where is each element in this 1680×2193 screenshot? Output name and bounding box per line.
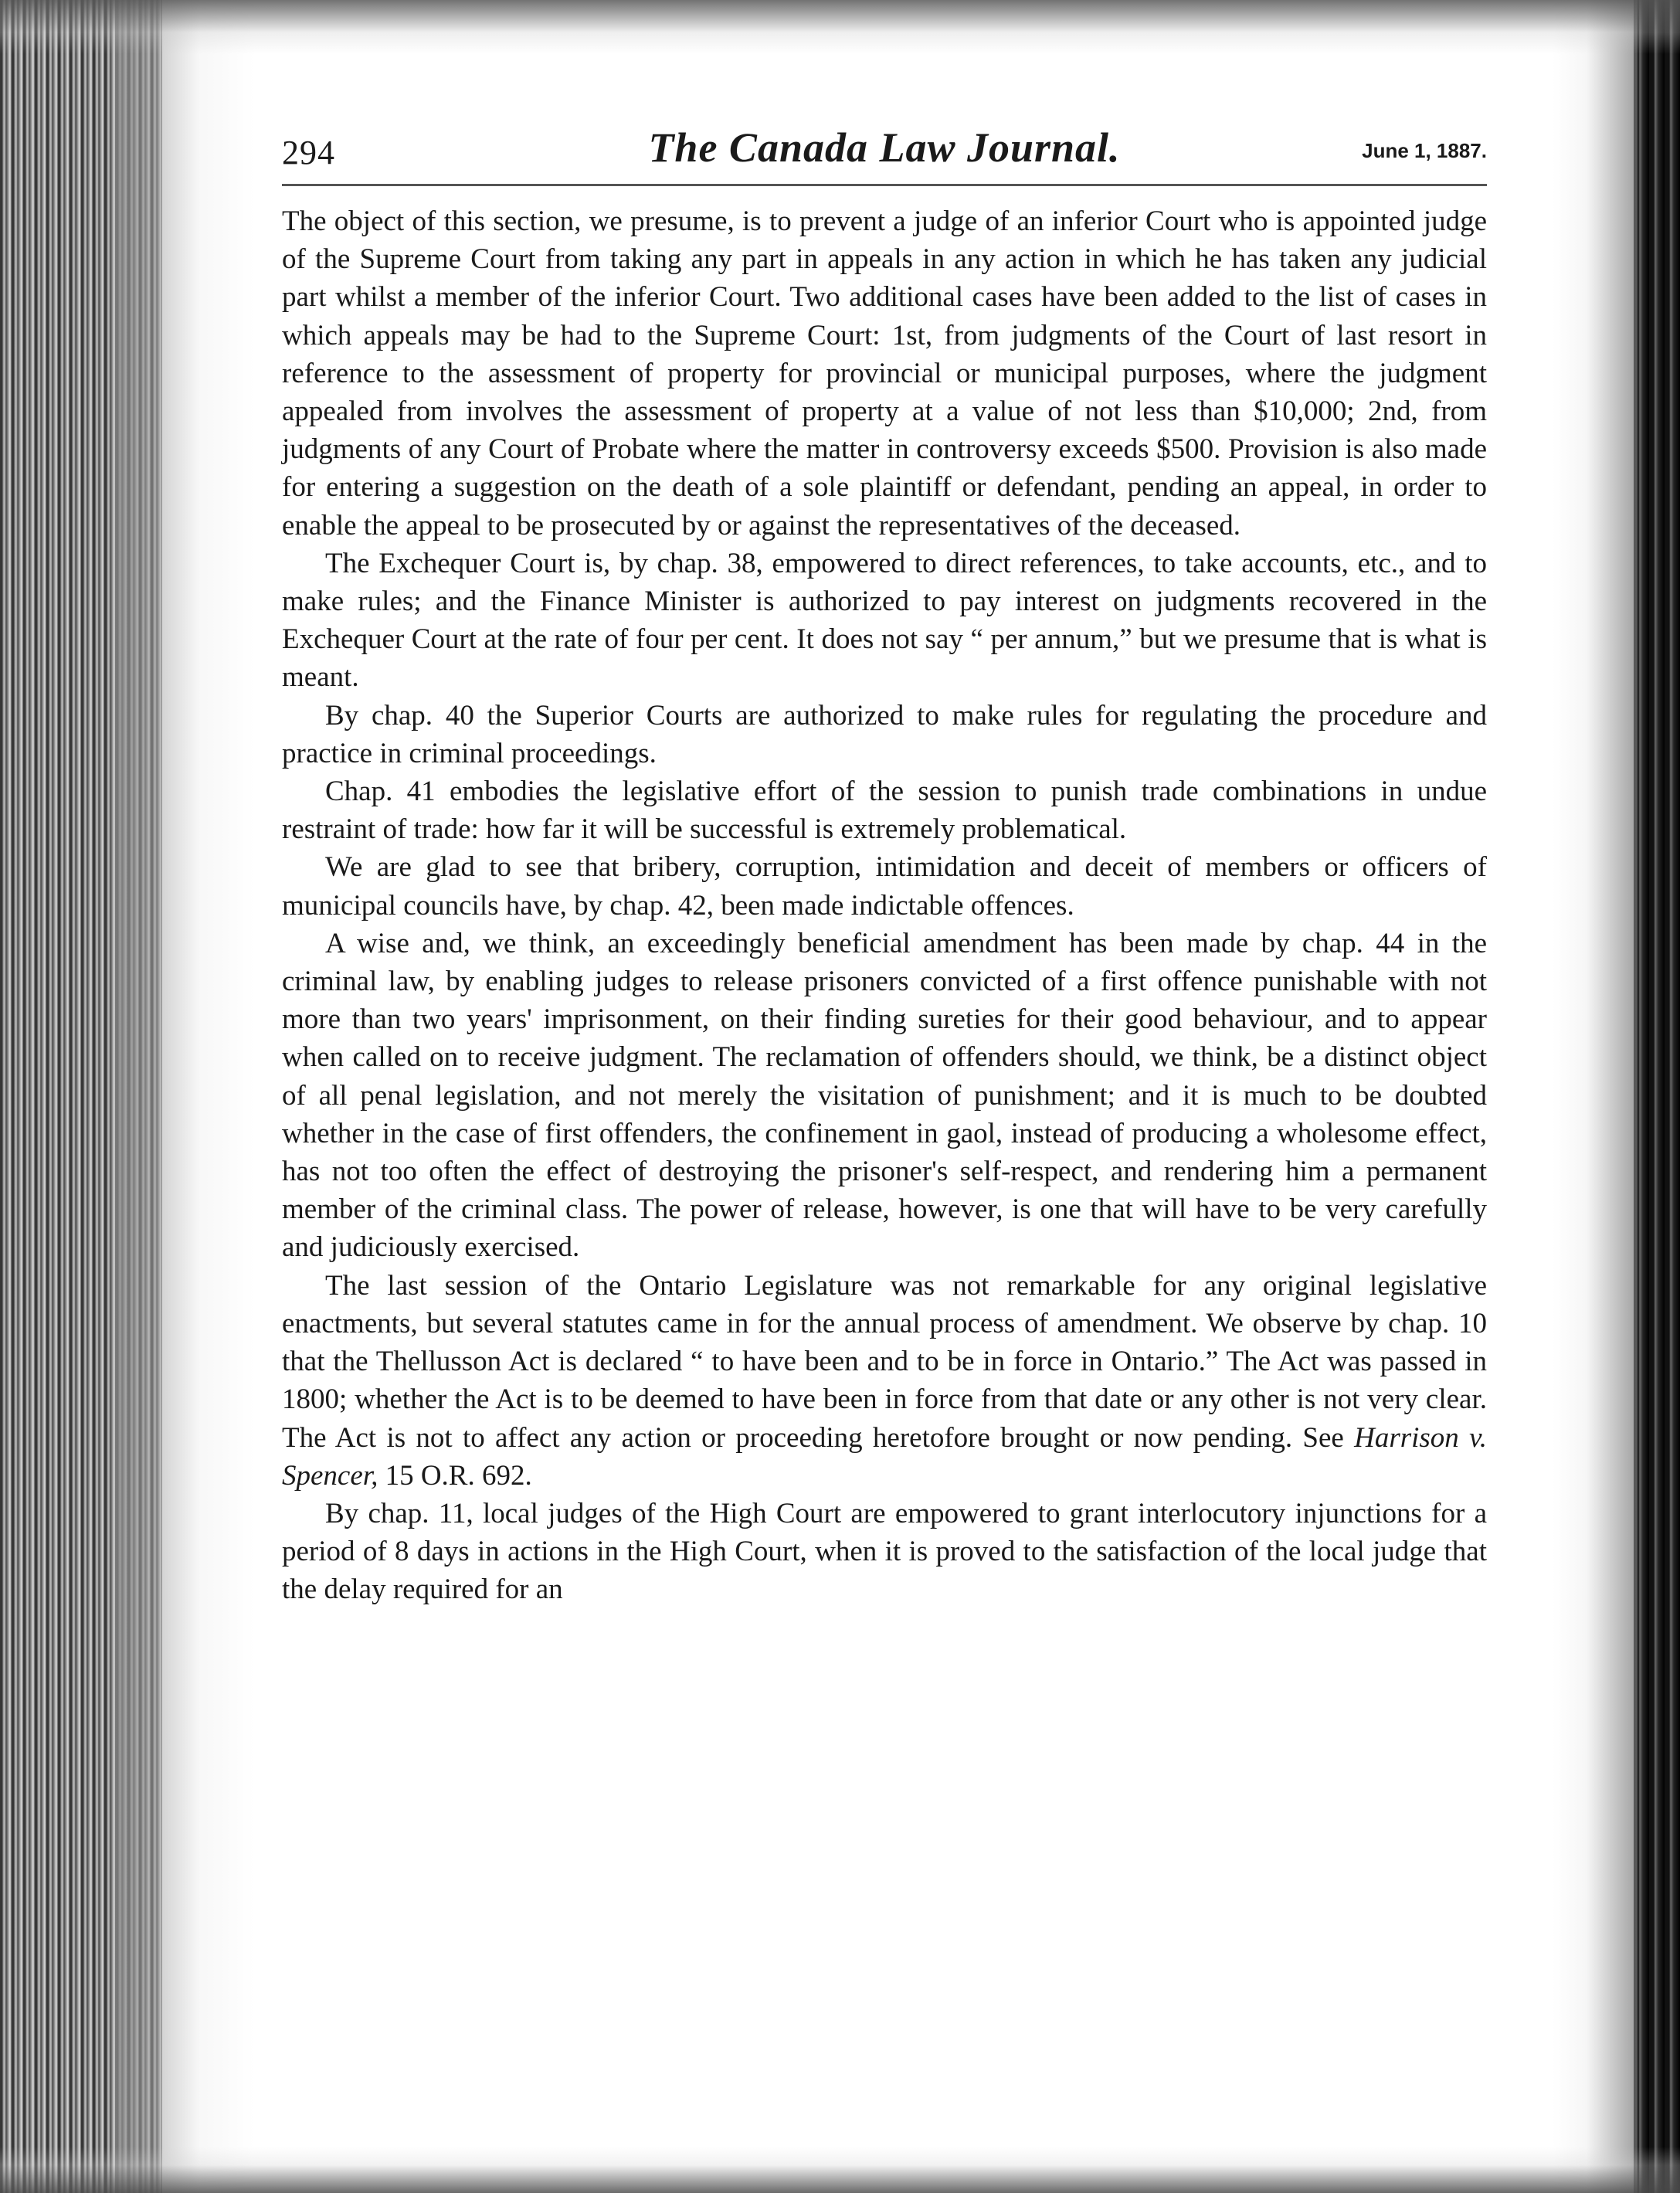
case-citation-name: Harrison v. Spencer, bbox=[282, 1421, 1487, 1492]
article-body bbox=[282, 202, 1487, 1609]
journal-title: The Canada Law Journal. bbox=[648, 124, 1121, 171]
ontario-text-before-citation: The last session of the Ontario Legislature was not remarkable for any original legislative enactments, but several statutes came in for the annual process of amendment. We observe by chap. 10 that the Thellusson Act is declared “ to have been and to be in force in Ontario.” The Act was passed in 1800; whether the Act is to be deemed to have been in force from that date or any other is not very clear. The Act is not to affect any action or proceeding heretofore brought or now pending. See bbox=[282, 1269, 1487, 1454]
paragraph-superior-courts-rules: By chap. 40 the Superior Courts are authorized to make rules for regulating the procedure and practice in criminal proceedings. bbox=[282, 699, 1487, 769]
running-header bbox=[282, 116, 1487, 178]
paragraph-municipal-bribery: We are glad to see that bribery, corruption, intimidation and deceit of members or officers of municipal councils have, by chap. 42, been made indictable offences. bbox=[282, 851, 1487, 922]
paragraph-release-of-prisoners: A wise and, we think, an exceedingly beneficial amendment has been made by chap. 44 in the criminal law, by enabling judges to release prisoners convicted of a first offence punishable with not more than two years' imprisonment, on their finding sureties for their good behaviour, and to appear when called on to receive judgment. The reclamation of offenders should, we think, be a distinct object of all penal legislation, and not merely the visitation of punishment; and it is much to be doubted whether in the case of first offenders, the confinement in gaol, instead of producing a wholesome effect, has not too often the effect of destroying the prisoner's self-respect, and rendering him a permanent member of the criminal class. The power of release, however, is one that will have to be very carefully and judiciously exercised. bbox=[282, 927, 1487, 1264]
scan-top-edge bbox=[0, 0, 1680, 54]
paragraph-exchequer-court: The Exchequer Court is, by chap. 38, empowered to direct references, to take accounts, etc., and to make rules; and the Finance Minister is authorized to pay interest on judgments recovered in the Exchequer Court at the rate of four per cent. It does not say “ per annum,” but we presume that is what is meant. bbox=[282, 547, 1487, 694]
scan-right-edge bbox=[1634, 0, 1680, 2193]
paragraph-trade-combinations: Chap. 41 embodies the legislative effort of the session to punish trade combinations in undue restraint of trade: how far it will be successful is extremely problematical. bbox=[282, 776, 1487, 846]
paragraph-local-judges: By chap. 11, local judges of the High Court are empowered to grant interlocutory injunctions for a period of 8 days in actions in the High Court, when it is proved to the satisfaction of the local judge that the delay required for an bbox=[282, 1497, 1487, 1606]
paragraph-supreme-court-appeals: The object of this section, we presume, is to prevent a judge of an inferior Court who is appointed judge of the Supreme Court from taking any part in appeals in any action in which he has taken any judicial part whilst a member of the inferior Court. Two additional cases have been added to the list of cases in which appeals may be had to the Supreme Court: 1st, from judgments of the Court of last resort in reference to the assessment of property for provincial or municipal purposes, where the judgment appealed from involves the assessment of property at a value of not less than $10,000; 2nd, from judgments of any Court of Probate where the matter in controversy exceeds $500. Provision is also made for entering a suggestion on the death of a sole plaintiff or defendant, pending an appeal, in order to enable the appeal to be prosecuted by or against the representatives of the deceased. bbox=[282, 205, 1487, 541]
scan-bottom-edge bbox=[0, 2147, 1680, 2193]
header-rule bbox=[282, 184, 1487, 186]
scan-binding-shadow bbox=[116, 0, 255, 2193]
scan-right-shadow bbox=[1553, 0, 1638, 2193]
issue-date: June 1, 1887. bbox=[1362, 139, 1487, 162]
page-number: 294 bbox=[282, 134, 335, 171]
case-citation-reference: 15 O.R. 692. bbox=[378, 1459, 532, 1492]
paragraph-ontario-legislature bbox=[282, 1267, 1487, 1495]
